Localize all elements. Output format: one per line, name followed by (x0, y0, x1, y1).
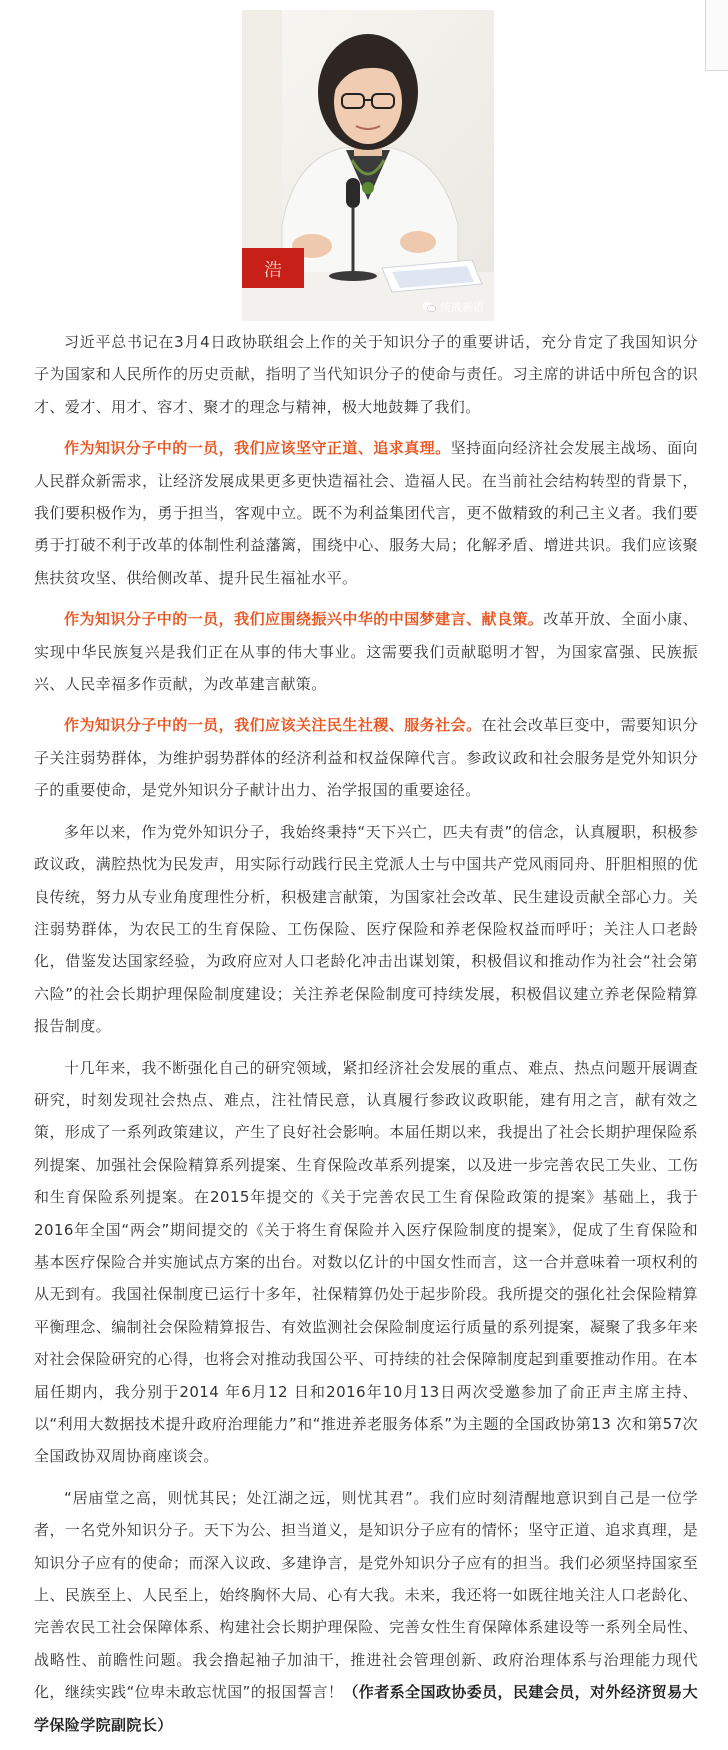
wechat-icon (422, 301, 436, 313)
speaker-photo (242, 10, 494, 321)
paragraph-china-dream-body: 改革开放、全面小康、实现中华民族复兴是我们正在从事的伟大事业。这需要我们贡献聪明才智，为国家富强、民族振兴、人民幸福多作贡献，为改革建言献策。 (34, 610, 698, 694)
highlight-china-dream: 作为知识分子中的一员，我们应围绕振兴中华的中国梦建言、献良策。 (64, 610, 544, 629)
paragraph-livelihood-body: 在社会改革巨变中，需要知识分子关注弱势群体，为维护弱势群体的经济利益和权益保障代言。参政议政和社会服务是党外知识分子的重要使命，是党外知识分子献计出力、治学报国的重要途径。 (34, 716, 698, 800)
speaker-photo-illustration (242, 10, 494, 321)
highlight-livelihood: 作为知识分子中的一员，我们应该关注民生社稷、服务社会。 (64, 716, 482, 735)
scrollbar-edge[interactable] (705, 0, 728, 71)
paragraph-proposals: 十几年来，我不断强化自己的研究领域，紧扣经济社会发展的重点、难点、热点问题开展调查研究，时刻发现社会热点、难点，注社情民意，认真履行参政议政职能，建有用之言，献有效之策，形成了一系列政策建议，产生了良好社会影响。本届任期以来，我提出了社会长期护理保险系列提案、加强社会保险精算系列提案、生育保险改革系列提案，以及进一步完善农民工失业、工伤和生育保险系列提案。在2015年提交的《关于完善农民工生育保险政策的提案》基础上，我于2016年全国“两会”期间提交的《关于将生育保险并入医疗保险制度的提案》，促成了生育保险和基本医疗保险合并实施试点方案的出台。对数以亿计的中国女性而言，这一合并意味着一项权利的从无到有。我国社保制度已运行十多年，社保精算仍处于起步阶段。我所提交的强化社会保险精算平衡理念、编制社会保险精算报告、有效监测社会保险制度运行质量的系列提案，凝聚了我多年来对社会保险研究的心得，也将会对推动我国公平、可持续的社会保障制度起到重要推动作用。在本届任期内，我分别于2014 年6月12 日和2016年10月13日两次受邀参加了俞正声主席主持、以“利用大数据技术提升政府治理能力”和“推进养老服务体系”为主题的全国政协第13 次和第57次全国政协双周协商座谈会。 (34, 1058, 698, 1466)
article-body (34, 326, 698, 1750)
highlight-truth: 作为知识分子中的一员，我们应该坚守正道、追求真理。 (64, 439, 451, 458)
nameplate-character: 浩 (264, 260, 282, 281)
paragraph-years-of-service: 多年以来，作为党外知识分子，我始终秉持“天下兴亡，匹夫有责”的信念，认真履职，积极参政议政，满腔热忱为民发声，用实际行动践行民主党派人士与中国共产党风雨同舟、肝胆相照的优良传统，努力从专业角度理性分析，积极建言献策，为国家社会改革、民生建设贡献全部心力。关注弱势群体，为农民工的生育保险、工伤保险、医疗保险和养老保险权益而呼吁；关注人口老龄化，借鉴发达国家经验，为政府应对人口老龄化冲击出谋划策，积极倡议和推动作为社会“社会第六险”的社会长期护理保险制度建设；关注养老保险制度可持续发展，积极倡议建立养老保险精算报告制度。 (34, 822, 698, 1036)
paragraph-truth-body: 坚持面向经济社会发展主战场、面向人民群众新需求，让经济发展成果更多更快造福社会、造福人民。在当前社会结构转型的背景下，我们要积极作为，勇于担当，客观中立。既不为利益集团代言，更不做精致的利己主义者。我们要勇于打破不利于改革的体制性利益藩篱，围绕中心、服务大局；化解矛盾、增进共识。我们应该聚焦扶贫攻坚、供给侧改革、提升民生福祉水平。 (34, 439, 698, 587)
paragraph-intro: 习近平总书记在3月4日政协联组会上作的关于知识分子的重要讲话，充分肯定了我国知识分子为国家和人民所作的历史贡献，指明了当代知识分子的使命与责任。习主席的讲话中所包含的识才、爱才、用才、容才、聚才的理念与精神，极大地鼓舞了我们。 (34, 333, 698, 416)
paragraph-closing (34, 1482, 698, 1741)
paragraph-closing-body: “居庙堂之高，则忧其民；处江湖之远，则忧其君”。我们应时刻清醒地意识到自己是一位学者，一名党外知识分子。天下为公、担当道义，是知识分子应有的情怀；坚守正道、追求真理，是知识分子应有的使命；而深入议政、多建诤言，是党外知识分子应有的担当。我们必须坚持国家至上、民族至上、人民至上，始终胸怀大局、心有大我。未来，我还将一如既往地关注人口老龄化、完善农民工社会保障体系、构建社会长期护理保险、完善女性生育保障体系建设等一系列全局性、战略性、前瞻性问题。我会撸起袖子加油干，推进社会管理创新、政府治理体系与治理能力现代化，继续实践“位卑未敢忘忧国”的报国誓言！ (34, 1488, 698, 1702)
author-byline: （作者系全国政协委员，民建会员，对外经济贸易大学保险学院副院长） (34, 1683, 698, 1734)
photo-watermark (422, 299, 484, 315)
paragraph-china-dream (34, 603, 698, 700)
paragraph-livelihood (34, 709, 698, 806)
watermark-text: 统战新语 (440, 301, 484, 314)
paragraph-truth (34, 432, 698, 594)
